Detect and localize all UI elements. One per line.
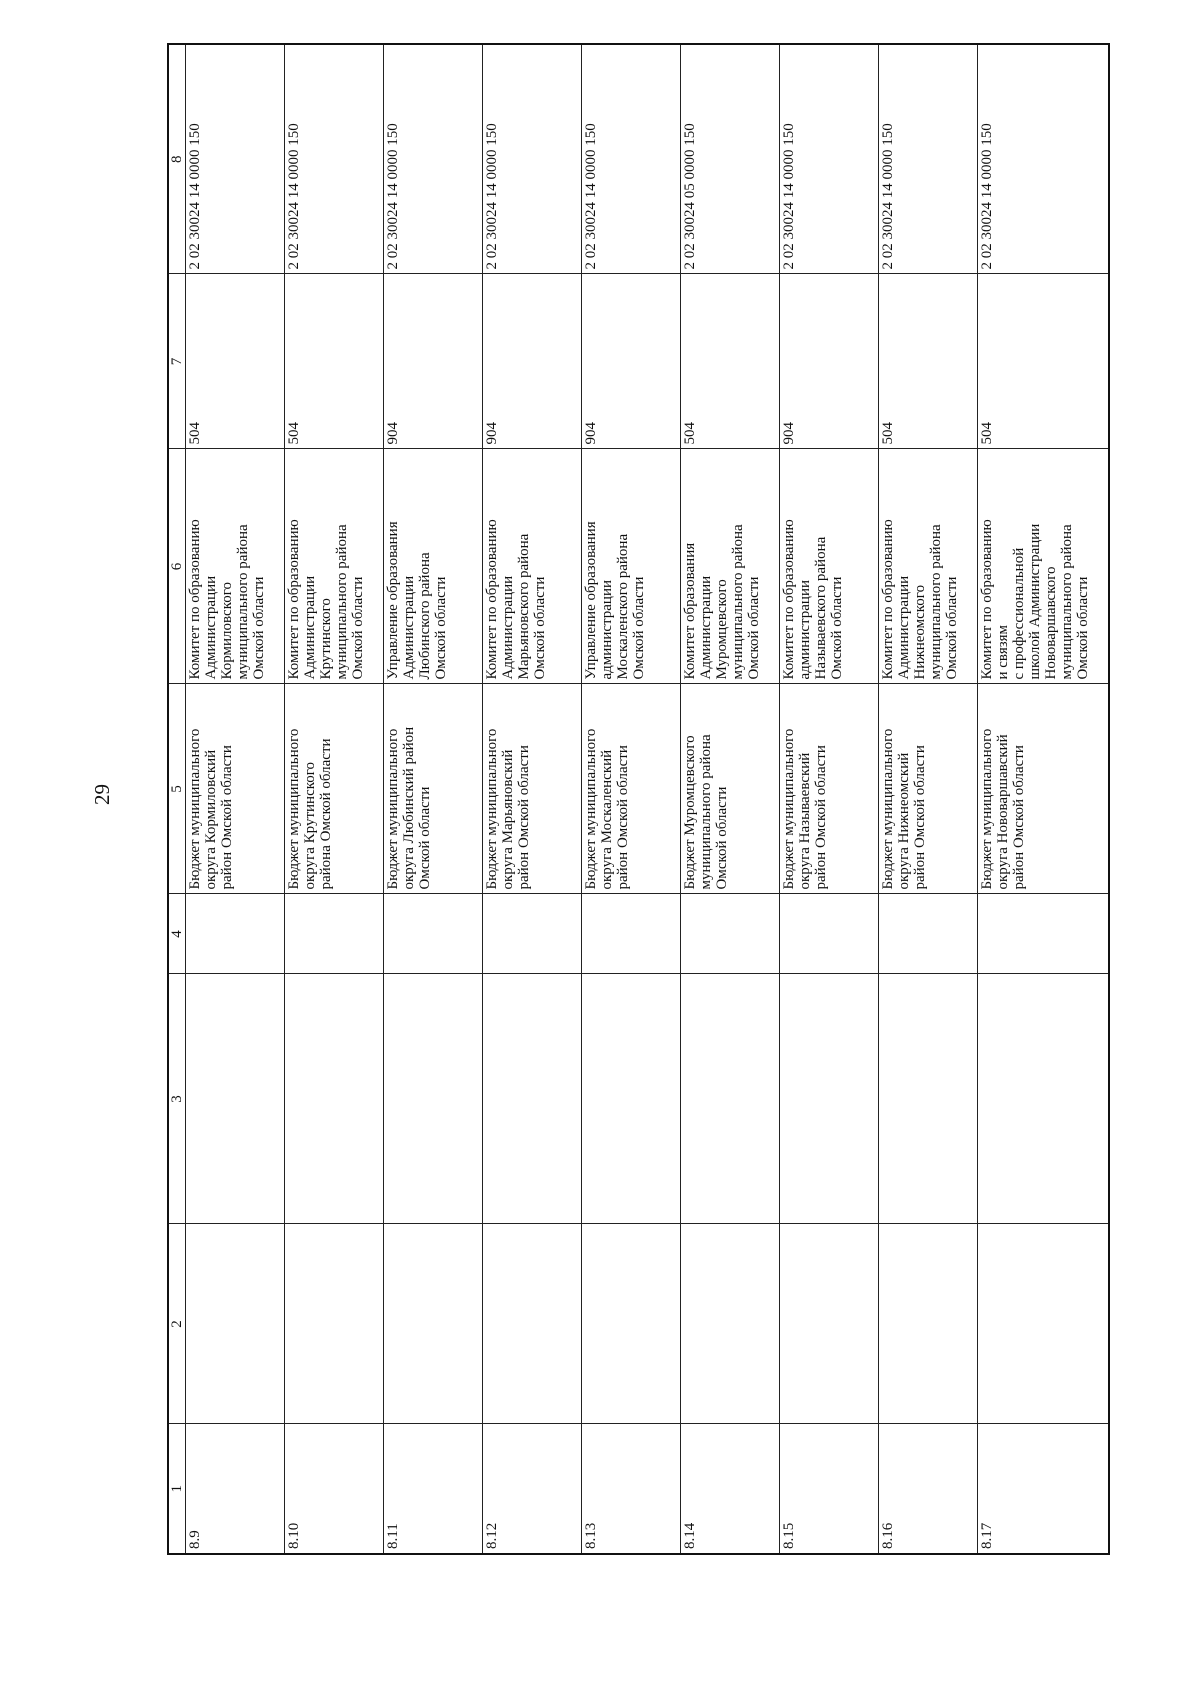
budget-name: Бюджет муниципального округа Называевский район Омской области	[780, 684, 879, 894]
row-number: 8.17	[978, 1424, 1110, 1554]
cell-col-4	[879, 894, 978, 974]
admin-code: 904	[780, 274, 879, 449]
header-col-6: 6	[168, 449, 186, 684]
row-number: 8.10	[285, 1424, 384, 1554]
cell-col-4	[582, 894, 681, 974]
revenue-code: 2 02 30024 14 0000 150	[384, 44, 483, 274]
table-row	[384, 44, 483, 1554]
administrator-name: Комитет по образованию Администрации Кормиловского муниципального района Омской области	[186, 449, 285, 684]
budget-name: Бюджет муниципального округа Любинский район Омской области	[384, 684, 483, 894]
budget-name: Бюджет муниципального округа Крутинского района Омской области	[285, 684, 384, 894]
revenue-code: 2 02 30024 14 0000 150	[879, 44, 978, 274]
row-number: 8.9	[186, 1424, 285, 1554]
row-number: 8.15	[780, 1424, 879, 1554]
admin-code: 904	[483, 274, 582, 449]
row-number: 8.14	[681, 1424, 780, 1554]
table-header	[168, 44, 186, 1554]
budget-name: Бюджет муниципального округа Москаленский район Омской области	[582, 684, 681, 894]
budget-name: Бюджет муниципального округа Нижнеомский район Омской области	[879, 684, 978, 894]
cell-col-3	[384, 974, 483, 1224]
row-number: 8.11	[384, 1424, 483, 1554]
administrator-name: Комитет образования Администрации Муромцевского муниципального района Омской области	[681, 449, 780, 684]
page-number: 29	[90, 784, 114, 805]
cell-col-2	[384, 1224, 483, 1424]
administrator-name: Комитет по образованию Администрации Нижнеомского муниципального района Омской области	[879, 449, 978, 684]
cell-col-3	[681, 974, 780, 1224]
administrator-name: Комитет по образованию и связям с профессиональной школой Администрации Нововаршавского муниципального района Омской области	[978, 449, 1110, 684]
cell-col-4	[285, 894, 384, 974]
header-col-8: 8	[168, 44, 186, 274]
admin-code: 504	[978, 274, 1110, 449]
header-col-4: 4	[168, 894, 186, 974]
row-number: 8.16	[879, 1424, 978, 1554]
cell-col-4	[978, 894, 1110, 974]
cell-col-3	[483, 974, 582, 1224]
cell-col-2	[285, 1224, 384, 1424]
revenue-code: 2 02 30024 14 0000 150	[582, 44, 681, 274]
cell-col-2	[879, 1224, 978, 1424]
cell-col-3	[978, 974, 1110, 1224]
cell-col-3	[285, 974, 384, 1224]
row-number: 8.13	[582, 1424, 681, 1554]
cell-col-2	[483, 1224, 582, 1424]
cell-col-2	[681, 1224, 780, 1424]
revenue-code: 2 02 30024 14 0000 150	[978, 44, 1110, 274]
admin-code: 504	[285, 274, 384, 449]
administrator-name: Управление образования администрации Москаленского района Омской области	[582, 449, 681, 684]
admin-code: 504	[186, 274, 285, 449]
table-row	[780, 44, 879, 1554]
table-row	[483, 44, 582, 1554]
budget-name: Бюджет муниципального округа Нововаршавский район Омской области	[978, 684, 1110, 894]
table-row	[879, 44, 978, 1554]
cell-col-3	[780, 974, 879, 1224]
cell-col-2	[582, 1224, 681, 1424]
header-col-3: 3	[168, 974, 186, 1224]
admin-code: 904	[384, 274, 483, 449]
admin-code: 504	[879, 274, 978, 449]
header-col-5: 5	[168, 684, 186, 894]
administrator-name: Комитет по образованию Администрации Марьяновского района Омской области	[483, 449, 582, 684]
header-row	[168, 44, 186, 1554]
table-row	[978, 44, 1110, 1554]
cell-col-4	[681, 894, 780, 974]
table-row	[186, 44, 285, 1554]
header-col-1: 1	[168, 1424, 186, 1554]
administrator-name: Комитет по образованию Администрации Крутинского муниципального района Омской области	[285, 449, 384, 684]
header-col-7: 7	[168, 274, 186, 449]
cell-col-3	[582, 974, 681, 1224]
cell-col-4	[384, 894, 483, 974]
table-row	[582, 44, 681, 1554]
cell-col-4	[483, 894, 582, 974]
cell-col-4	[186, 894, 285, 974]
rotated-table-container	[167, 45, 1110, 1555]
budget-table	[167, 43, 1110, 1555]
admin-code: 504	[681, 274, 780, 449]
budget-name: Бюджет муниципального округа Кормиловский район Омской области	[186, 684, 285, 894]
cell-col-2	[186, 1224, 285, 1424]
cell-col-2	[978, 1224, 1110, 1424]
revenue-code: 2 02 30024 14 0000 150	[483, 44, 582, 274]
table-row	[285, 44, 384, 1554]
revenue-code: 2 02 30024 14 0000 150	[186, 44, 285, 274]
revenue-code: 2 02 30024 14 0000 150	[780, 44, 879, 274]
cell-col-3	[879, 974, 978, 1224]
header-col-2: 2	[168, 1224, 186, 1424]
revenue-code: 2 02 30024 05 0000 150	[681, 44, 780, 274]
revenue-code: 2 02 30024 14 0000 150	[285, 44, 384, 274]
cell-col-3	[186, 974, 285, 1224]
row-number: 8.12	[483, 1424, 582, 1554]
table-body	[186, 44, 1110, 1554]
administrator-name: Управление образования Администрации Любинского района Омской области	[384, 449, 483, 684]
cell-col-4	[780, 894, 879, 974]
admin-code: 904	[582, 274, 681, 449]
budget-name: Бюджет муниципального округа Марьяновский район Омской области	[483, 684, 582, 894]
cell-col-2	[780, 1224, 879, 1424]
administrator-name: Комитет по образованию администрации Называевского района Омской области	[780, 449, 879, 684]
budget-name: Бюджет Муромцевского муниципального района Омской области	[681, 684, 780, 894]
table-row	[681, 44, 780, 1554]
